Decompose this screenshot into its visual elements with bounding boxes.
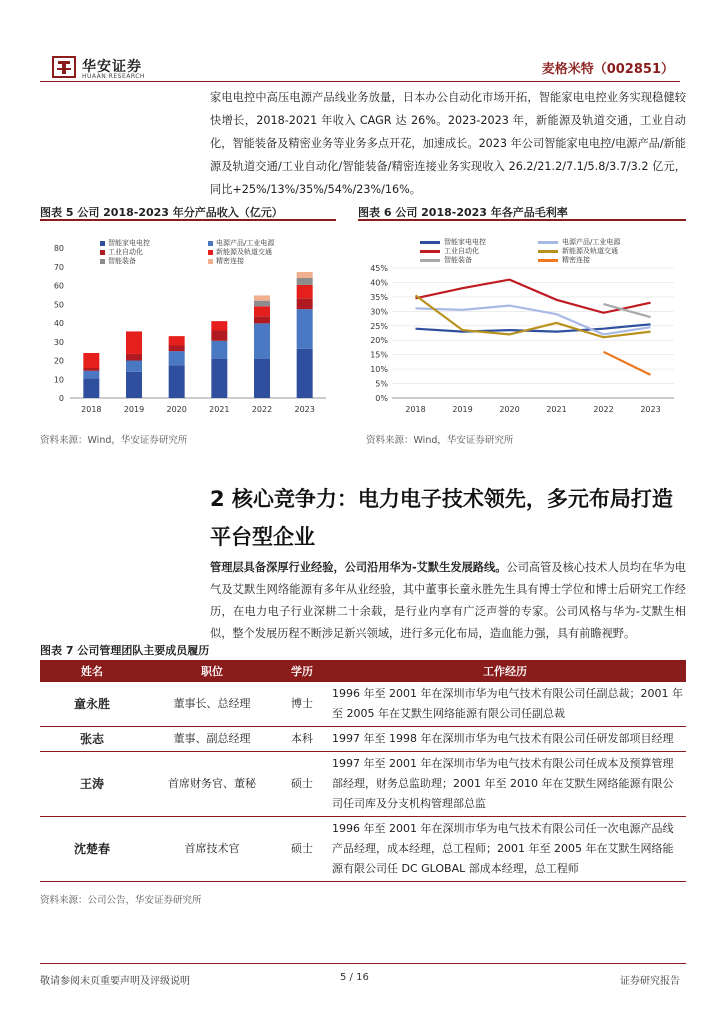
table-source: 资料来源：公司公告，华安证券研究所: [40, 895, 202, 906]
y-tick-label: 20: [53, 356, 64, 366]
row-experience: 1996 年至 2001 年在深圳市华为电气技术有限公司任一次电源产品线产品经理，成本经理，总工程师；2001 年至 2005 年在艾默生网络能源有限公司任 DC GLOBAL 部成本经理，总工程师: [324, 817, 686, 882]
y-tick-label: 10%: [370, 365, 388, 375]
table-row: [40, 817, 686, 882]
bar-segment: [83, 368, 99, 371]
fig6-legend-item: 精密连接: [538, 255, 590, 265]
bar-segment: [83, 378, 99, 398]
bar-segment: [254, 323, 270, 358]
management-table: [40, 660, 686, 882]
x-tick-label: 2018: [81, 405, 102, 414]
bar-segment: [211, 341, 227, 359]
bar-segment: [297, 278, 313, 285]
bar-segment: [169, 351, 185, 365]
fig5-legend-item: 新能源及轨道交通: [208, 247, 272, 257]
fig6-legend-item: 新能源及轨道交通: [538, 246, 618, 256]
table-header-row: [40, 660, 686, 682]
y-tick-label: 30: [53, 337, 64, 347]
row-education: 博士: [280, 682, 324, 727]
x-tick-label: 2020: [166, 405, 187, 414]
row-position: 首席技术官: [144, 817, 280, 882]
logo-text: 华安证券: [82, 59, 142, 75]
x-tick-label: 2020: [499, 405, 520, 414]
bar-segment: [297, 309, 313, 349]
y-tick-label: 40%: [370, 278, 388, 288]
header-name: 姓名: [40, 660, 144, 682]
bar-segment: [254, 306, 270, 316]
bar-segment: [126, 331, 142, 354]
x-tick-label: 2022: [251, 405, 273, 414]
bar-segment: [254, 295, 270, 300]
table-title: 图表 7 公司管理团队主要成员履历: [40, 644, 210, 657]
row-education: 本科: [280, 727, 324, 752]
bar-segment: [169, 336, 185, 345]
bar-segment: [254, 359, 270, 398]
fig5-title: 图表 5 公司 2018-2023 年分产品收入（亿元）: [40, 206, 283, 219]
table-row: [40, 682, 686, 727]
bar-segment: [297, 298, 313, 309]
fig6-legend-item: 智能装备: [420, 255, 472, 265]
series-line: [604, 352, 651, 375]
table-row: [40, 752, 686, 817]
footer-rule: [40, 963, 686, 964]
bar-segment: [297, 349, 313, 398]
fig6-legend-item: 智能家电电控: [420, 237, 486, 247]
section-lead: 管理层具备深厚行业经验，公司沿用华为-艾默生发展路线。: [210, 561, 507, 574]
bar-segment: [83, 371, 99, 379]
y-tick-label: 35%: [370, 292, 388, 302]
bar-segment: [83, 353, 99, 368]
intro-paragraph: 家电电控中高压电源产品线业务放量，日本办公自动化市场开拓，智能家电电控业务实现稳健较快增长，2018-2021 年收入 CAGR 达 26%。2023-2023 年，新能源及轨道交通，工业自动化，智能装备及精密业务等业务多点开花，加速成长。2023 年公司智能家电电控/电源产品/新能源及轨道交通/工业自动化/智能装备/精密连接业务实现收入 26.2/21.2/7.1/5.8/3.7/3.2 亿元，同比+25%/13%/35%/54%/23%/16%。: [210, 91, 686, 196]
y-tick-label: 25%: [370, 321, 388, 331]
logo-english: HUAAN RESEARCH: [82, 73, 145, 80]
row-experience: 1997 年至 2001 年在深圳市华为电气技术有限公司任成本及预算管理部经理，财务总监助理；2001 年至 2010 年在艾默生网络能源有限公司任司库及分支机构管理部总监: [324, 752, 686, 817]
x-tick-label: 2018: [405, 405, 426, 414]
company-name: 麦格米特（002851）: [541, 62, 674, 77]
row-position: 首席财务官、董秘: [144, 752, 280, 817]
x-tick-label: 2019: [123, 405, 145, 414]
x-tick-label: 2019: [452, 405, 473, 414]
header-experience: 工作经历: [324, 660, 686, 682]
bar-segment: [211, 331, 227, 341]
bar-segment: [297, 285, 313, 298]
y-tick-label: 45%: [370, 264, 388, 273]
bar-segment: [297, 272, 313, 278]
row-education: 硕士: [280, 817, 324, 882]
section-title: 2 核心竞争力：电力电子技术领先，多元布局打造平台型企业: [210, 487, 673, 549]
y-tick-label: 0%: [375, 394, 388, 403]
header-position: 职位: [144, 660, 280, 682]
x-tick-label: 2021: [209, 405, 230, 414]
section-body: 公司高管及核心技术人员均在华为电气及艾默生网络能源有多年从业经验，其中董事长童永胜先生具有博士学位和博士后研究工作经历，在电力电子行业深耕二十余载，是行业内享有广泛声誉的专家。公司风格与华为-艾默生相似，整个发展历程不断涉足新兴领域，进行多元化布局，造血能力强，具有前瞻视野。: [210, 561, 686, 640]
row-experience: 1997 年至 1998 年在深圳市华为电气技术有限公司任研发部项目经理: [324, 727, 686, 752]
fig6-rule: [358, 219, 686, 221]
bar-segment: [126, 354, 142, 361]
fig5-legend: [100, 238, 330, 268]
footer-disclaimer: 敬请参阅末页重要声明及评级说明: [40, 976, 190, 987]
bar-segment: [126, 361, 142, 372]
row-name: 张志: [40, 727, 144, 752]
fig6-legend-item: 电源产品/工业电源: [538, 237, 620, 247]
table-row: [40, 727, 686, 752]
footer-report-type: 证券研究报告: [620, 976, 680, 987]
row-education: 硕士: [280, 752, 324, 817]
row-experience: 1996 年至 2001 年在深圳市华为电气技术有限公司任副总裁；2001 年至 2005 年在艾默生网络能源有限公司任副总裁: [324, 682, 686, 727]
fig5-legend-item: 智能装备: [100, 256, 136, 266]
y-tick-label: 10: [53, 375, 64, 385]
bar-segment: [169, 365, 185, 398]
y-tick-label: 0: [58, 394, 64, 403]
huaan-logo-icon: [52, 56, 76, 78]
fig5-source: 资料来源：Wind，华安证券研究所: [40, 435, 188, 446]
fig5-rule: [40, 219, 336, 221]
fig6-legend: [420, 237, 686, 267]
x-tick-label: 2021: [546, 405, 567, 414]
row-name: 沈楚春: [40, 817, 144, 882]
bar-segment: [211, 321, 227, 330]
bar-segment: [254, 316, 270, 323]
fig5-legend-item: 工业自动化: [100, 247, 143, 257]
x-tick-label: 2023: [294, 405, 315, 414]
y-tick-label: 30%: [370, 307, 388, 317]
x-tick-label: 2022: [593, 405, 614, 414]
y-tick-label: 70: [53, 262, 64, 272]
fig6-source: 资料来源：Wind，华安证券研究所: [366, 435, 514, 446]
y-tick-label: 40: [53, 319, 64, 328]
fig5-legend-item: 精密连接: [208, 256, 244, 266]
y-tick-label: 60: [53, 281, 64, 291]
row-name: 童永胜: [40, 682, 144, 727]
y-tick-label: 20%: [370, 336, 388, 346]
fig5-legend-item: 电源产品/工业电源: [208, 238, 274, 248]
y-tick-label: 50: [53, 300, 64, 310]
row-name: 王涛: [40, 752, 144, 817]
fig6-legend-item: 工业自动化: [420, 246, 479, 256]
fig5-legend-item: 智能家电电控: [100, 238, 150, 248]
y-tick-label: 80: [53, 244, 64, 253]
bar-segment: [254, 301, 270, 307]
row-position: 董事、副总经理: [144, 727, 280, 752]
bar-segment: [211, 359, 227, 398]
bar-segment: [169, 346, 185, 352]
y-tick-label: 15%: [370, 350, 388, 360]
fig6-title: 图表 6 公司 2018-2023 年各产品毛利率: [358, 206, 568, 219]
bar-segment: [126, 372, 142, 398]
page-number: 5 / 16: [340, 972, 369, 983]
x-tick-label: 2023: [640, 405, 661, 414]
section-paragraph: [210, 557, 686, 645]
page-header: [40, 50, 680, 82]
header-education: 学历: [280, 660, 324, 682]
row-position: 董事长、总经理: [144, 682, 280, 727]
y-tick-label: 5%: [375, 379, 388, 389]
